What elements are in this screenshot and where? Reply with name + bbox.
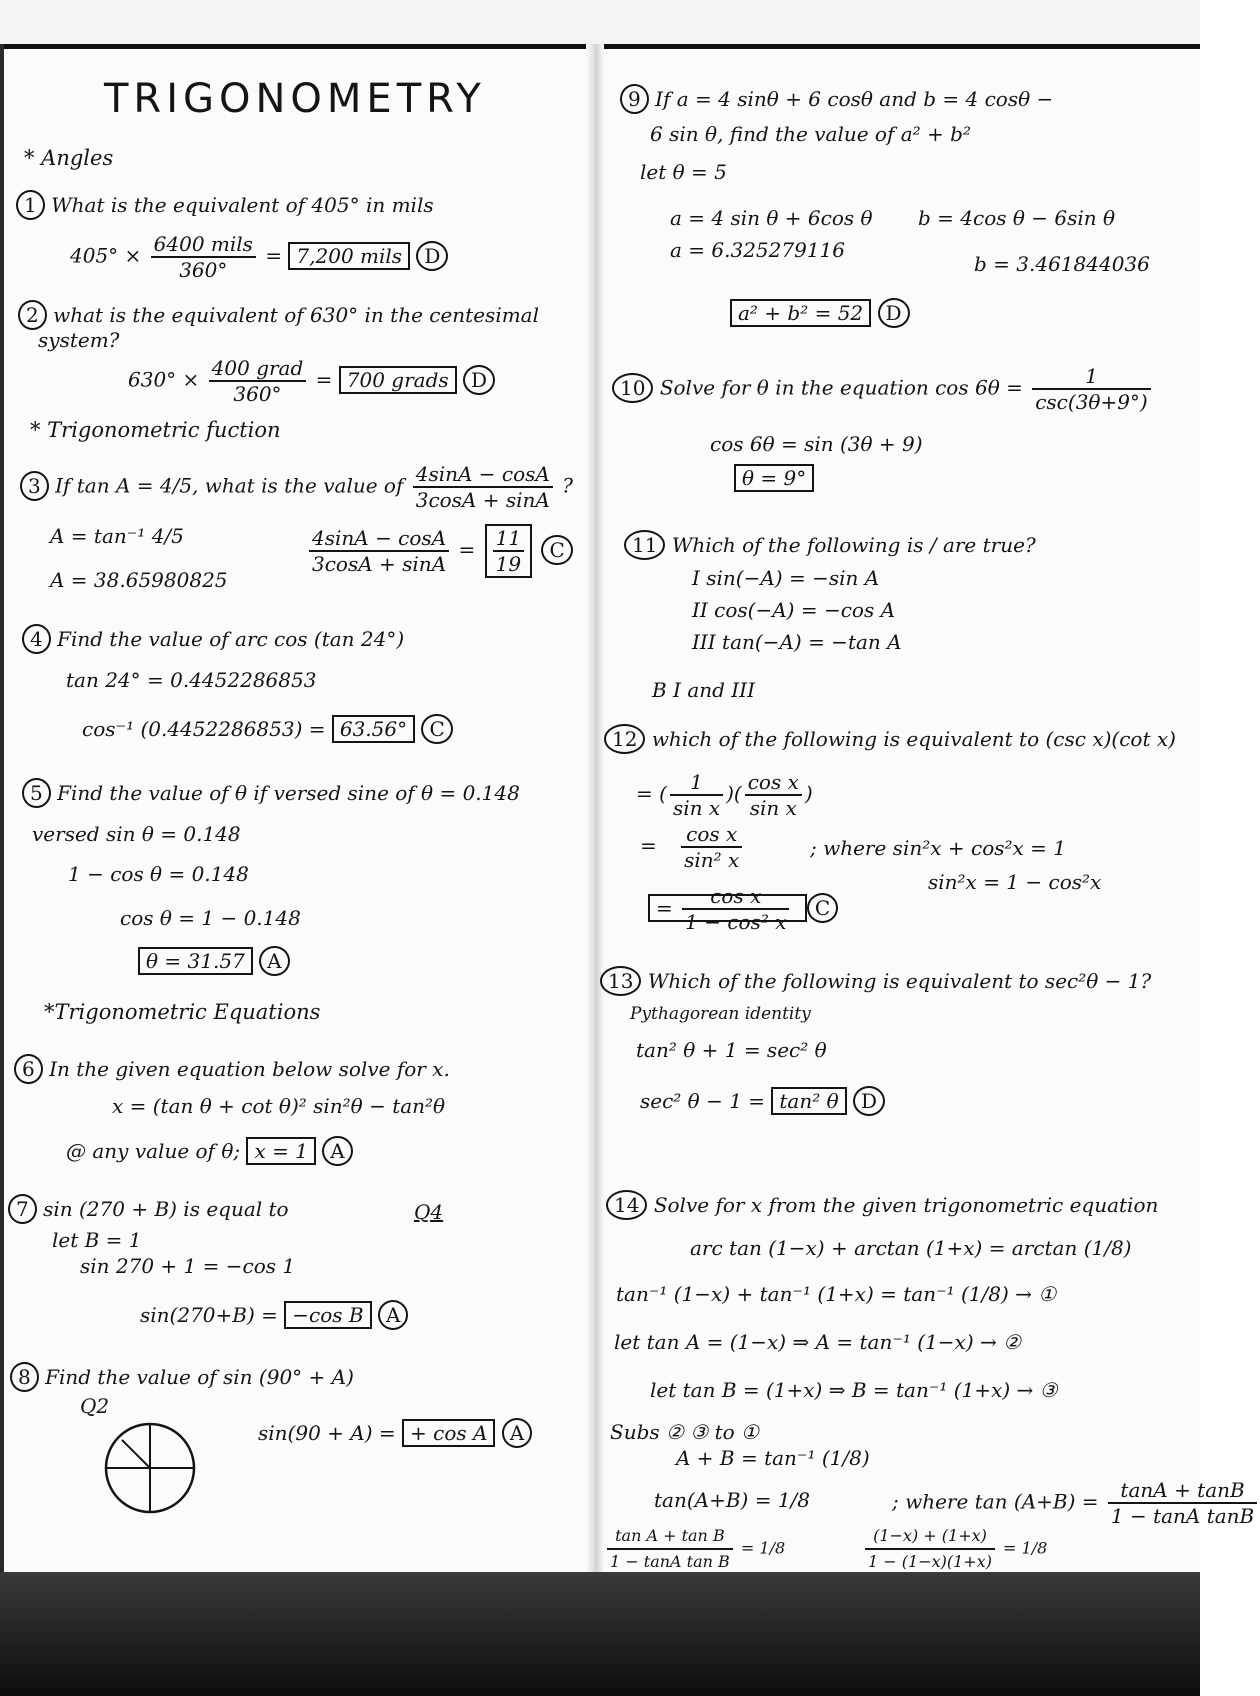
problem-14-step-6-num: tan A + tan B <box>607 1524 733 1550</box>
problem-3-question-fraction <box>413 462 553 512</box>
problem-3-question-mark: ? <box>562 473 573 498</box>
problem-9-question-text: If a = 4 sinθ + 6 cosθ and b = 4 cosθ − <box>655 87 1054 111</box>
problem-5-step-3: cos θ = 1 − 0.148 <box>120 906 301 930</box>
problem-7-quadrant-note: Q4 <box>414 1200 444 1224</box>
problem-12-answer-den: 1 − cos² x <box>685 910 787 934</box>
problem-11-question <box>624 530 1036 560</box>
problem-13-step-1: Pythagorean identity <box>630 1004 811 1024</box>
problem-3-answer <box>485 524 532 578</box>
page-top-margin <box>0 0 1200 44</box>
problem-14-note-frac <box>1108 1478 1257 1528</box>
problem-14-note-num: tanA + tanB <box>1108 1478 1257 1504</box>
problem-7-step-2: sin 270 + 1 = −cos 1 <box>80 1254 296 1278</box>
problem-9-step-3b: b = 3.461844036 <box>974 252 1150 276</box>
problem-11-question-text: Which of the following is / are true? <box>671 533 1036 557</box>
problem-1-question <box>16 190 434 220</box>
problem-12-question <box>604 724 1176 754</box>
problem-1-number: 1 <box>16 190 45 220</box>
problem-3-q-frac-num: 4sinA − cosA <box>413 462 553 488</box>
problem-1-choice: D <box>416 241 448 271</box>
problem-14-step-7-rhs: = 1/8 <box>1003 1538 1048 1558</box>
problem-10-answer-line <box>734 466 814 490</box>
problem-6-question <box>14 1054 450 1084</box>
problem-14-step-5: tan(A+B) = 1/8 <box>654 1488 811 1512</box>
problem-12-step-1-frac-a-den: sin x <box>672 796 721 820</box>
problem-6-question-text: In the given equation below solve for x. <box>49 1057 450 1081</box>
problem-14-step-6-den: 1 − tanA tan B <box>610 1552 730 1571</box>
problem-12-note-2: sin²x = 1 − cos²x <box>928 870 1102 894</box>
problem-2-frac-num: 400 grad <box>209 356 307 382</box>
problem-7-number: 7 <box>8 1194 37 1224</box>
problem-2-answer: 700 grads <box>339 366 457 394</box>
problem-3-equals: = <box>458 537 476 562</box>
problem-12-number: 12 <box>604 724 645 754</box>
problem-6-step-line <box>66 1136 353 1166</box>
problem-2-question-text: what is the equivalent of 630° in the centesimal <box>53 303 540 327</box>
problem-4-choice: C <box>421 714 452 744</box>
problem-9-step-2: a = 4 sin θ + 6cos θ <box>670 206 873 230</box>
problem-14-step-1: tan⁻¹ (1−x) + tan⁻¹ (1+x) = tan⁻¹ (1/8) → ① <box>616 1282 1057 1306</box>
problem-7-question-text: sin (270 + B) is equal to <box>43 1197 289 1221</box>
problem-12-answer-line <box>648 884 838 934</box>
problem-6-equation: x = (tan θ + cot θ)² sin²θ − tan²θ <box>112 1094 446 1118</box>
problem-14-note-prefix: ; where tan (A+B) = <box>892 1489 1099 1514</box>
problem-14-step-6-rhs: = 1/8 <box>740 1538 786 1558</box>
problem-12-choice: C <box>807 893 838 923</box>
problem-14-question <box>606 1190 1158 1220</box>
problem-10-number: 10 <box>612 373 653 403</box>
problem-8-answer: + cos A <box>402 1419 495 1447</box>
problem-10-step-1: cos 6θ = sin (3θ + 9) <box>710 432 923 456</box>
problem-5-question-text: Find the value of θ if versed sine of θ = 0.148 <box>57 781 520 805</box>
problem-13-step-2: tan² θ + 1 = sec² θ <box>636 1038 827 1062</box>
problem-12-step-2-den: sin² x <box>684 848 740 872</box>
problem-2-number: 2 <box>18 300 47 330</box>
problem-7-question <box>8 1194 289 1224</box>
problem-1-frac-num: 6400 mils <box>151 232 256 258</box>
problem-12-answer <box>648 884 807 934</box>
problem-3-frac-num: 4sinA − cosA <box>309 526 449 552</box>
problem-8-question <box>10 1362 354 1392</box>
problem-13-step-3: sec² θ − 1 = <box>640 1089 766 1113</box>
problem-5-question <box>22 778 520 808</box>
problem-1-question-text: What is the equivalent of 405° in mils <box>51 193 434 217</box>
problem-14-step-2: let tan A = (1−x) ⇒ A = tan⁻¹ (1−x) → ② <box>614 1330 1022 1354</box>
problem-14-step-7-den: 1 − (1−x)(1+x) <box>868 1552 992 1571</box>
problem-3-question-text: If tan A = 4/5, what is the value of <box>55 473 404 498</box>
page-left-border <box>0 44 4 1574</box>
problem-9-choice: D <box>878 298 910 328</box>
problem-13-question <box>600 966 1151 996</box>
problem-2-question <box>18 300 539 330</box>
problem-12-answer-frac <box>682 884 789 934</box>
problem-14-question-text: Solve for x from the given trigonometric equation <box>653 1193 1159 1217</box>
problem-9-answer: a² + b² = 52 <box>730 299 871 327</box>
problem-2-question-cont: system? <box>38 328 120 352</box>
problem-12-step-1-equals: = <box>636 781 653 806</box>
problem-4-step-1: tan 24° = 0.4452286853 <box>66 668 317 692</box>
problem-5-number: 5 <box>22 778 51 808</box>
unit-circle-radius <box>122 1440 150 1468</box>
problem-7-answer: −cos B <box>284 1301 371 1329</box>
problem-8-quadrant-note: Q2 <box>80 1394 110 1418</box>
problem-10-question <box>612 364 1154 414</box>
problem-11-item-1: I sin(−A) = −sin A <box>692 566 880 590</box>
problem-3-answer-num: 11 <box>493 526 524 552</box>
problem-2-frac-den: 360° <box>233 382 282 406</box>
problem-11-answer: B I and III <box>652 678 755 702</box>
problem-13-choice: D <box>853 1086 885 1116</box>
problem-12-step-1-frac-b-den: sin x <box>749 796 797 820</box>
problem-8-step-line <box>258 1418 532 1448</box>
section-trig-functions: * Trigonometric fuction <box>30 418 281 442</box>
problem-3-frac-den: 3cosA + sinA <box>312 552 447 576</box>
problem-13-step-3-line <box>640 1086 885 1116</box>
problem-12-step-1: = ( $\frac{1}{\text{sin x}}$ )( $\frac{\text{cos x}}{\text{sin x}}$ ) <box>636 770 813 820</box>
problem-3-answer-den: 19 <box>495 552 522 576</box>
problem-7-step-3: sin(270+B) = <box>140 1303 278 1327</box>
problem-3-step-2: A = 38.65980825 <box>50 568 228 592</box>
problem-8-choice: A <box>502 1418 532 1448</box>
problem-13-answer: tan² θ <box>771 1087 846 1115</box>
page-bottom-shadow <box>0 1572 1200 1696</box>
problem-5-step-1: versed sin θ = 0.148 <box>32 822 241 846</box>
problem-14-step-4b: A + B = tan⁻¹ (1/8) <box>676 1446 870 1470</box>
problem-12-step-2-num: cos x <box>681 822 742 848</box>
problem-10-q-frac-den: csc(3θ+9°) <box>1035 390 1148 414</box>
problem-12-step-2 <box>640 822 745 872</box>
problem-8-number: 8 <box>10 1362 39 1392</box>
problem-14-step-4a: Subs ② ③ to ① <box>610 1420 759 1444</box>
problem-9-step-3: a = 6.325279116 <box>670 238 845 262</box>
problem-3-step-1: A = tan⁻¹ 4/5 <box>50 524 184 548</box>
problem-14-step-7-frac <box>865 1524 995 1574</box>
problem-5-choice: A <box>259 946 289 976</box>
problem-14-step-7-line <box>862 1524 1047 1574</box>
problem-4-step-2-line <box>82 714 453 744</box>
problem-6-number: 6 <box>14 1054 43 1084</box>
problem-7-step-1: let B = 1 <box>52 1228 142 1252</box>
problem-12-step-1-frac-b <box>745 770 802 820</box>
problem-9-step-2b: b = 4cos θ − 6sin θ <box>918 206 1116 230</box>
problem-2-solution <box>128 356 495 406</box>
problem-1-frac-den: 360° <box>179 258 228 282</box>
problem-12-note-1: ; where sin²x + cos²x = 1 <box>810 836 1066 860</box>
problem-1-equals: = <box>265 243 283 268</box>
problem-6-step-1: @ any value of θ; <box>66 1139 241 1163</box>
page-title: TRIGONOMETRY <box>104 76 486 122</box>
problem-3-number: 3 <box>20 471 49 501</box>
problem-4-number: 4 <box>22 624 51 654</box>
problem-6-choice: A <box>322 1136 352 1166</box>
problem-13-question-text: Which of the following is equivalent to sec²θ − 1? <box>647 969 1152 993</box>
problem-10-question-fraction <box>1032 364 1151 414</box>
problem-9-answer-line <box>730 298 910 328</box>
problem-7-step-3-line <box>140 1300 408 1330</box>
problem-3-choice: C <box>541 535 572 565</box>
problem-14-step-6-line <box>604 1524 785 1574</box>
problem-14-equation: arc tan (1−x) + arctan (1+x) = arctan (1/8) <box>690 1236 1132 1260</box>
problem-12-answer-equals: = <box>656 895 673 920</box>
problem-5-answer-line <box>138 946 290 976</box>
problem-3-q-frac-den: 3cosA + sinA <box>415 488 550 512</box>
problem-14-note-den: 1 − tanA tanB <box>1110 1504 1255 1528</box>
problem-4-answer: 63.56° <box>332 715 415 743</box>
problem-12-question-text: which of the following is equivalent to (csc x)(cot x) <box>651 727 1176 751</box>
problem-10-q-frac-num: 1 <box>1032 364 1151 390</box>
problem-2-fraction <box>209 356 307 406</box>
problem-1-lhs: 405° × <box>70 243 142 268</box>
problem-1-solution <box>70 232 448 282</box>
section-angles: * Angles <box>24 146 114 170</box>
section-trig-equations: *Trigonometric Equations <box>44 1000 321 1024</box>
page-fold-divider <box>586 44 604 1574</box>
problem-14-step-3: let tan B = (1+x) ⇒ B = tan⁻¹ (1+x) → ③ <box>650 1378 1058 1402</box>
problem-14-step-6-frac <box>607 1524 733 1574</box>
problem-2-equals: = <box>315 367 333 392</box>
problem-5-step-2: 1 − cos θ = 0.148 <box>68 862 249 886</box>
problem-11-item-2: II cos(−A) = −cos A <box>692 598 896 622</box>
problem-14-number: 14 <box>606 1190 647 1220</box>
problem-1-answer: 7,200 mils <box>288 242 410 270</box>
problem-12-step-2-equals: = <box>640 833 657 858</box>
problem-3-fraction <box>309 526 449 576</box>
problem-4-step-2: cos⁻¹ (0.4452286853) = <box>82 717 326 741</box>
problem-11-number: 11 <box>624 530 665 560</box>
problem-4-question-text: Find the value of arc cos (tan 24°) <box>57 627 405 651</box>
problem-13-number: 13 <box>600 966 641 996</box>
problem-9-question-cont: 6 sin θ, find the value of a² + b² <box>650 122 971 146</box>
problem-10-question-text: Solve for θ in the equation cos 6θ = <box>659 375 1023 400</box>
problem-2-choice: D <box>463 365 495 395</box>
problem-12-answer-num: cos x <box>682 884 789 910</box>
problem-14-note-line <box>892 1478 1260 1528</box>
problem-9-step-1: let θ = 5 <box>640 160 727 184</box>
problem-12-step-1-frac-a <box>670 770 723 820</box>
problem-2-lhs: 630° × <box>128 367 200 392</box>
problem-12-step-2-frac <box>681 822 742 872</box>
problem-3-solution <box>306 524 573 578</box>
problem-4-question <box>22 624 404 654</box>
problem-14-step-7-num: (1−x) + (1+x) <box>865 1524 995 1550</box>
problem-6-answer: x = 1 <box>246 1137 315 1165</box>
problem-11-item-3: III tan(−A) = −tan A <box>692 630 902 654</box>
problem-5-answer: θ = 31.57 <box>138 947 253 975</box>
problem-10-answer: θ = 9° <box>734 464 814 492</box>
problem-9-number: 9 <box>620 84 649 114</box>
problem-12-step-1-frac-a-num: 1 <box>670 770 723 796</box>
problem-12-step-1-frac-b-num: cos x <box>745 770 802 796</box>
problem-7-choice: A <box>378 1300 408 1330</box>
problem-8-question-text: Find the value of sin (90° + A) <box>45 1365 354 1389</box>
problem-9-question <box>620 84 1053 114</box>
problem-1-fraction <box>151 232 256 282</box>
unit-circle-sketch <box>88 1418 212 1518</box>
problem-3-question <box>20 462 573 512</box>
problem-8-step-1: sin(90 + A) = <box>258 1421 396 1445</box>
